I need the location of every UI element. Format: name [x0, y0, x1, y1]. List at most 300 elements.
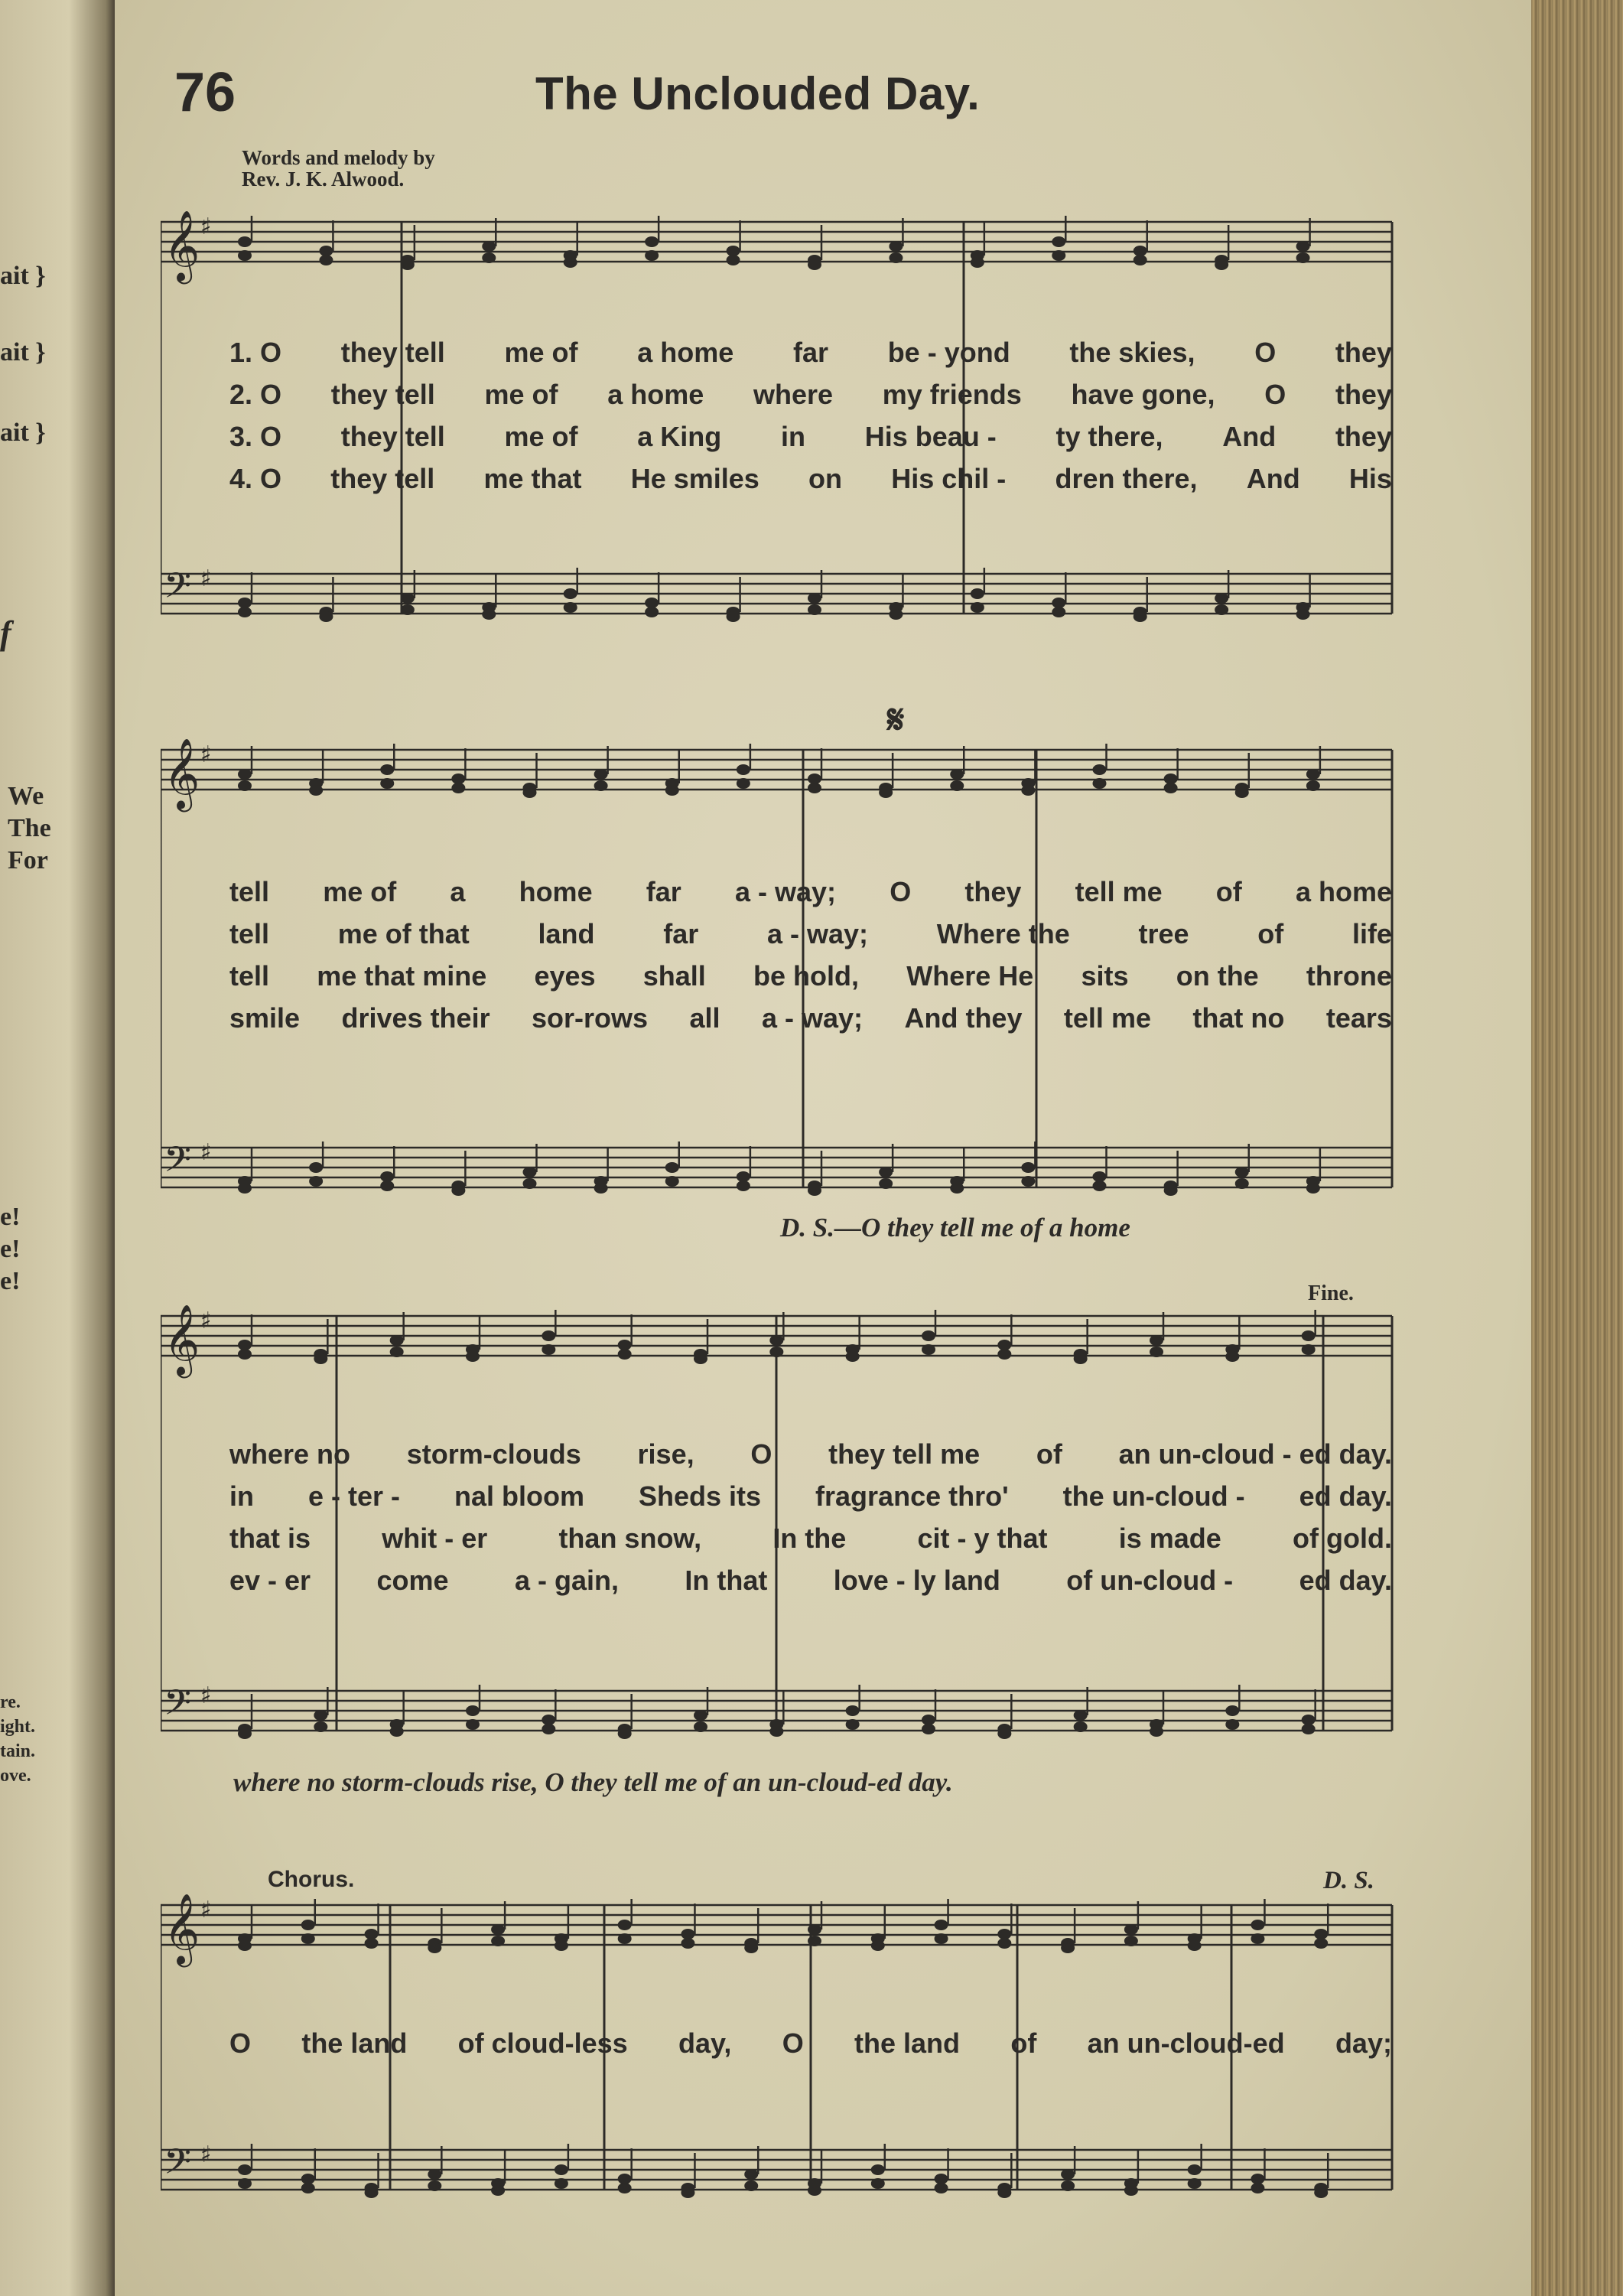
ds-lyric-line: where no storm-clouds rise, O they tell me of an un-cloud-ed day. [233, 1767, 953, 1797]
notehead [1052, 607, 1065, 617]
notehead [365, 2187, 379, 2198]
notehead [1188, 2164, 1202, 2175]
syllable: a - way; [766, 918, 868, 949]
notehead [1052, 236, 1065, 247]
notehead [971, 588, 984, 599]
notehead [971, 602, 984, 613]
notehead [1133, 246, 1147, 256]
attribution [242, 147, 435, 191]
left-fragment: For [8, 846, 48, 874]
syllable: ty there, [1055, 421, 1163, 452]
notehead [238, 769, 252, 780]
verse-2-lyrics [229, 918, 1392, 950]
notehead [808, 259, 821, 270]
syllable: 4. O [229, 463, 282, 494]
syllable: tell [229, 876, 270, 907]
syllable: home [519, 876, 593, 907]
notehead [1251, 2174, 1264, 2184]
syllable: He smiles [630, 463, 759, 494]
notehead [1188, 1940, 1202, 1951]
notehead [319, 611, 333, 622]
syllable: have gone, [1071, 379, 1215, 410]
syllable: 2. O [229, 379, 282, 410]
notehead [935, 2174, 948, 2184]
notehead [451, 783, 465, 793]
syllable: His chil - [891, 463, 1007, 494]
notehead [645, 598, 659, 608]
notehead [889, 252, 903, 263]
notehead [694, 1353, 707, 1364]
notehead [645, 236, 659, 247]
syllable: where no [229, 1438, 351, 1470]
notehead [1251, 1920, 1264, 1930]
notehead [301, 2174, 315, 2184]
syllable: tell me [1075, 876, 1163, 907]
notehead [1061, 2180, 1075, 2191]
notehead [466, 1705, 480, 1716]
syllable: shall [642, 960, 706, 992]
notehead [681, 1929, 694, 1939]
notehead [301, 2183, 315, 2193]
notehead [238, 1940, 252, 1951]
notehead [846, 1719, 860, 1730]
notehead [1124, 1936, 1138, 1946]
notehead [238, 780, 252, 791]
verse-2-lyrics [229, 1480, 1392, 1513]
notehead [365, 1938, 379, 1949]
notehead [542, 1715, 555, 1725]
notehead [1124, 2185, 1138, 2196]
syllable: e - ter - [307, 1480, 401, 1512]
key-signature-sharp-icon: ♯ [200, 1308, 212, 1334]
notehead [808, 783, 821, 793]
verse-4-lyrics [229, 1565, 1392, 1597]
notehead [744, 2180, 758, 2191]
verse-1-lyrics [229, 337, 1392, 369]
syllable: of un-cloud - [1066, 1565, 1234, 1596]
syllable: a - gain, [514, 1565, 619, 1596]
syllable: storm-clouds [406, 1438, 581, 1470]
syllable: In that [685, 1565, 768, 1596]
notehead [365, 1929, 379, 1939]
syllable: they tell [330, 379, 435, 410]
notehead [935, 1933, 948, 1944]
syllable: His beau - [864, 421, 997, 452]
notehead [564, 588, 577, 599]
notehead [808, 1185, 821, 1196]
music-system-3 [161, 1270, 1400, 1821]
notehead [1093, 1181, 1107, 1191]
notehead [380, 1171, 394, 1182]
syllable: ed day. [1299, 1480, 1392, 1512]
notehead [482, 609, 496, 620]
notehead [727, 255, 740, 265]
verse-4-lyrics [229, 1002, 1392, 1034]
notehead [727, 246, 740, 256]
syllable: my friends [882, 379, 1022, 410]
notehead [997, 1340, 1011, 1350]
attribution-line: Words and melody by [242, 146, 435, 169]
syllable: in [780, 421, 805, 452]
syllable: a home [1295, 876, 1392, 907]
notehead [737, 1171, 750, 1182]
syllable: day, [678, 2027, 732, 2059]
fine-marking: Fine. [1308, 1282, 1354, 1305]
left-page-margin [0, 0, 115, 2296]
notehead [301, 1933, 315, 1944]
notehead [238, 2164, 252, 2175]
left-fragment: ait } [0, 338, 46, 366]
syllable: an un-cloud-ed [1087, 2027, 1285, 2059]
left-fragment: ait } [0, 262, 46, 290]
syllable: come [376, 1565, 449, 1596]
notehead [618, 1728, 632, 1739]
key-signature-sharp-icon: ♯ [200, 1682, 212, 1709]
notehead [694, 1721, 707, 1732]
notehead [238, 598, 252, 608]
syllable: on [808, 463, 843, 494]
notehead [871, 2164, 885, 2175]
syllable: throne [1306, 960, 1392, 992]
notehead [238, 607, 252, 617]
notehead [491, 1936, 505, 1946]
notehead [879, 1178, 893, 1189]
syllable: O [890, 876, 912, 907]
syllable: O [782, 2027, 804, 2059]
syllable: a - way; [761, 1002, 864, 1034]
syllable: the skies, [1069, 337, 1195, 368]
syllable: His [1348, 463, 1392, 494]
notehead [564, 602, 577, 613]
notehead [482, 241, 496, 252]
notehead [808, 604, 821, 615]
notehead [314, 1353, 327, 1364]
ds-marking: D. S. [1323, 1867, 1374, 1894]
notehead [491, 1924, 505, 1935]
syllable: tell [229, 918, 270, 949]
notehead [645, 607, 659, 617]
syllable: 3. O [229, 421, 282, 452]
syllable: the land [301, 2027, 408, 2059]
notehead [319, 255, 333, 265]
notehead [935, 2183, 948, 2193]
notehead [681, 2187, 694, 2198]
notehead [1302, 1724, 1316, 1734]
syllable: me of [504, 337, 578, 368]
notehead [390, 1726, 404, 1737]
syllable: than snow, [558, 1523, 702, 1554]
left-fragment: re. [0, 1692, 21, 1712]
key-signature-sharp-icon: ♯ [200, 565, 212, 592]
notehead [1021, 785, 1035, 796]
notehead [238, 1340, 252, 1350]
notehead [997, 1938, 1011, 1949]
syllable: all [689, 1002, 720, 1034]
syllable: drives their [341, 1002, 490, 1034]
notehead [971, 257, 984, 268]
syllable: O [1264, 379, 1286, 410]
syllable: they [1335, 379, 1392, 410]
notehead [309, 1162, 323, 1173]
verse-4-lyrics [229, 463, 1392, 495]
verse-1-lyrics [229, 876, 1392, 908]
syllable: smile [229, 1002, 301, 1034]
notehead [1225, 1705, 1239, 1716]
syllable: In the [772, 1523, 847, 1554]
notehead [1188, 2178, 1202, 2189]
notehead [618, 1340, 632, 1350]
syllable: of [1036, 1438, 1062, 1470]
notehead [1093, 764, 1107, 775]
notehead [846, 1705, 860, 1716]
notehead [744, 1943, 758, 1953]
notehead [665, 1162, 679, 1173]
key-signature-sharp-icon: ♯ [200, 1139, 212, 1166]
left-fragment: e! [0, 1235, 21, 1263]
syllable: day; [1335, 2027, 1392, 2059]
notehead [309, 1176, 323, 1187]
notehead [542, 1344, 555, 1355]
syllable: is made [1118, 1523, 1221, 1554]
bass-clef-icon: 𝄢 [164, 1139, 192, 1189]
notehead [238, 2178, 252, 2189]
left-fragment: ight. [0, 1717, 36, 1737]
syllable: the un-cloud - [1062, 1480, 1245, 1512]
syllable: a [450, 876, 466, 907]
notehead [1296, 241, 1310, 252]
notehead [1225, 1719, 1239, 1730]
syllable: love - ly land [833, 1565, 1000, 1596]
syllable: they tell [340, 421, 445, 452]
notehead [390, 1335, 404, 1346]
notehead [482, 252, 496, 263]
notehead [1314, 1938, 1328, 1949]
left-fragment: The [8, 814, 51, 842]
syllable: of [1010, 2027, 1037, 2059]
notehead [238, 1349, 252, 1360]
syllable: dren there, [1055, 463, 1198, 494]
notehead [1052, 598, 1065, 608]
syllable: rise, [637, 1438, 694, 1470]
notehead [922, 1330, 935, 1341]
treble-clef-icon: 𝄞 [164, 738, 200, 809]
notehead [1074, 1721, 1088, 1732]
notehead [555, 2164, 568, 2175]
notehead [645, 250, 659, 261]
notehead [1133, 611, 1147, 622]
notehead [1306, 1183, 1320, 1194]
notehead [1074, 1710, 1088, 1721]
syllable: me of [323, 876, 397, 907]
music-system-2 [161, 689, 1400, 1270]
syllable: far [792, 337, 828, 368]
notehead [309, 785, 323, 796]
notehead [889, 241, 903, 252]
syllable: O [750, 1438, 772, 1470]
notehead [401, 259, 415, 270]
notehead [1164, 773, 1178, 784]
notehead [922, 1344, 935, 1355]
notehead [1150, 1726, 1163, 1737]
syllable: of cloud-less [457, 2027, 628, 2059]
syllable: And [1246, 463, 1300, 494]
notehead [1296, 252, 1310, 263]
notehead [523, 787, 537, 798]
notehead [1251, 2183, 1264, 2193]
left-fragment: ove. [0, 1766, 31, 1786]
music-system-4-chorus [161, 1851, 1400, 2234]
verse-3-lyrics [229, 1523, 1392, 1555]
notehead [1306, 769, 1320, 780]
syllable: they [964, 876, 1022, 907]
notehead [681, 1938, 694, 1949]
syllable: that no [1192, 1002, 1285, 1034]
notehead [301, 1920, 315, 1930]
notehead [1164, 1185, 1178, 1196]
verse-2-lyrics [229, 379, 1392, 411]
notehead [1302, 1715, 1316, 1725]
left-fragment: f [0, 614, 11, 652]
notehead [618, 1933, 632, 1944]
syllable: of [1257, 918, 1284, 949]
notehead [401, 604, 415, 615]
notehead [451, 1185, 465, 1196]
notehead [1235, 787, 1249, 798]
notehead [466, 1719, 480, 1730]
syllable: tears [1325, 1002, 1392, 1034]
notehead [737, 764, 750, 775]
left-fragment: tain. [0, 1741, 36, 1761]
notehead [997, 1728, 1011, 1739]
verse-3-lyrics [229, 421, 1392, 453]
syllable: ev - er [229, 1565, 311, 1596]
notehead [808, 593, 821, 604]
notehead [1314, 2187, 1328, 2198]
notehead [555, 2178, 568, 2189]
syllable: they [1335, 337, 1392, 368]
notehead [997, 1929, 1011, 1939]
notehead [542, 1724, 555, 1734]
syllable: me of that [337, 918, 470, 949]
key-signature-sharp-icon: ♯ [200, 741, 212, 768]
notehead [950, 769, 964, 780]
page-number: 76 [174, 62, 236, 123]
syllable: they [1335, 421, 1392, 452]
notehead [380, 764, 394, 775]
syllable: in [229, 1480, 254, 1512]
syllable: nal bloom [454, 1480, 584, 1512]
notehead [1235, 1167, 1249, 1177]
treble-clef-icon: 𝄞 [164, 210, 200, 281]
notehead [1235, 1178, 1249, 1189]
left-fragment: e! [0, 1203, 21, 1231]
notehead [808, 773, 821, 784]
treble-clef-icon: 𝄞 [164, 1893, 200, 1964]
notehead [744, 2169, 758, 2180]
left-fragment: ait } [0, 418, 46, 447]
notehead [1061, 2169, 1075, 2180]
syllable: life [1351, 918, 1392, 949]
bass-clef-icon: 𝄢 [164, 1682, 192, 1732]
syllable: sits [1081, 960, 1129, 992]
notehead [1302, 1344, 1316, 1355]
notehead [466, 1351, 480, 1362]
syllable: cit - y that [917, 1523, 1048, 1554]
notehead [428, 2169, 441, 2180]
notehead [1302, 1330, 1316, 1341]
chorus-lyrics [229, 2027, 1392, 2060]
syllable: whit - er [382, 1523, 488, 1554]
notehead [1215, 593, 1228, 604]
notehead [238, 1728, 252, 1739]
notehead [1215, 604, 1228, 615]
music-system-1 [161, 207, 1400, 666]
segno-sign: 𝄋 [887, 696, 905, 743]
notehead [997, 1349, 1011, 1360]
syllable: an un-cloud - ed day. [1118, 1438, 1392, 1470]
syllable: they tell [330, 463, 435, 494]
syllable: 1. O [229, 337, 282, 368]
notehead [1296, 609, 1310, 620]
notehead [950, 780, 964, 791]
notehead [542, 1330, 555, 1341]
notehead [401, 593, 415, 604]
notehead [618, 2174, 632, 2184]
notehead [1164, 783, 1178, 793]
notehead [950, 1183, 964, 1194]
notehead [922, 1724, 935, 1734]
notehead [846, 1351, 860, 1362]
notehead [523, 1167, 537, 1177]
syllable: ed day. [1299, 1565, 1392, 1596]
syllable: they tell [340, 337, 445, 368]
notehead [922, 1715, 935, 1725]
notehead [618, 2183, 632, 2193]
syllable: me of [504, 421, 578, 452]
syllable: a - way; [734, 876, 837, 907]
syllable: of [1215, 876, 1242, 907]
verse-1-lyrics [229, 1438, 1392, 1470]
bass-clef-icon: 𝄢 [164, 565, 192, 615]
key-signature-sharp-icon: ♯ [200, 213, 212, 240]
syllable: eyes [534, 960, 596, 992]
verse-3-lyrics [229, 960, 1392, 992]
notehead [1052, 250, 1065, 261]
notehead [1251, 1933, 1264, 1944]
syllable: a home [637, 337, 734, 368]
syllable: a King [637, 421, 722, 452]
notehead [1061, 1943, 1075, 1953]
notehead [694, 1710, 707, 1721]
notehead [314, 1710, 327, 1721]
notehead [665, 785, 679, 796]
notehead [451, 773, 465, 784]
syllable: far [663, 918, 699, 949]
syllable: And [1222, 421, 1277, 452]
notehead [380, 778, 394, 789]
notehead [428, 2180, 441, 2191]
notehead [1150, 1335, 1163, 1346]
syllable: O [1254, 337, 1277, 368]
syllable: Where He [906, 960, 1034, 992]
notehead [491, 2185, 505, 2196]
syllable: where [753, 379, 833, 410]
syllable: tell [229, 960, 270, 992]
syllable: me that mine [317, 960, 487, 992]
notehead [1150, 1347, 1163, 1357]
notehead [1093, 778, 1107, 789]
notehead [428, 1943, 441, 1953]
